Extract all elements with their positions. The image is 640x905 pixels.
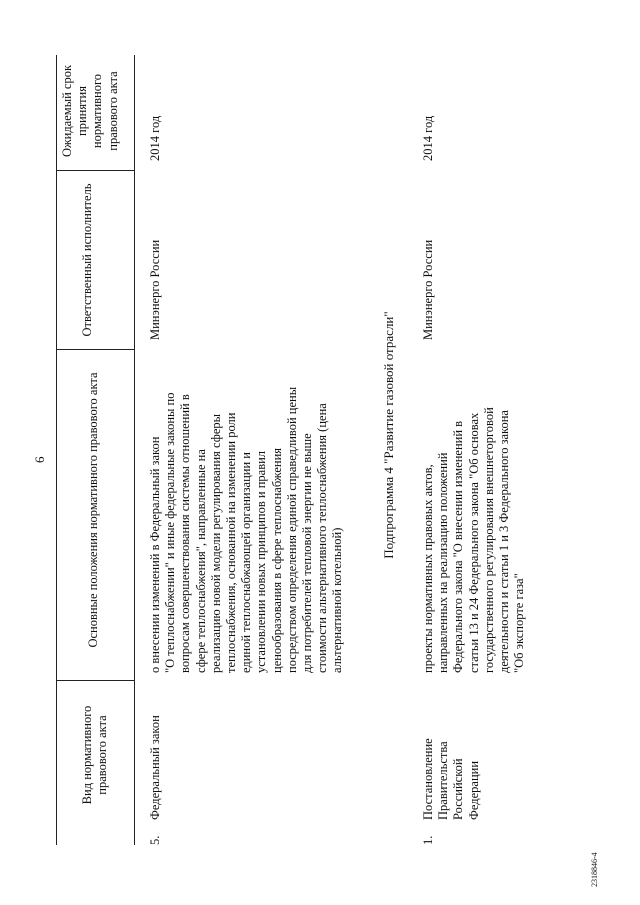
- subprogram-heading: Подпрограмма 4 "Развитие газовой отрасли": [381, 311, 396, 559]
- provisions-cell: о внесении изменений в Федеральный закон "О теплоснабжении" и иные федеральные законы по вопросам совершенствования системы отношений в сфере теплоснабжения", направленные на реализацию новой модели регулирования сферы теплоснабжения, основанной на изменении роли единой теплоснабжающей организации и установлении новых принципов и правил ценообразования в сфере теплоснабжения посредством определения единой справедливой цены для потребителей тепловой энергии не выше стоимости альтернативного теплоснабжения (цена альтернативной котельной): [148, 386, 345, 673]
- table-top-border: [56, 55, 57, 845]
- provisions-cell: проекты нормативных правовых актов, направленных на реализацию положений Федерального закона "О внесении изменений в статьи 13 и 24 Федерального закона "Об основах государственного регулирования внешнеторговой деятельности и статьи 1 и 3 Федерального закона "Об экспорте газа": [421, 407, 527, 673]
- table-header-separator: [134, 55, 135, 845]
- page-number: 6: [32, 456, 47, 463]
- header-adoption-term: Ожидаемый срок принятия нормативного правового акта: [60, 64, 120, 158]
- term-cell: 2014 год: [421, 115, 435, 161]
- header-executor: Ответственный исполнитель: [80, 183, 94, 337]
- act-type-cell: Федеральный закон: [148, 715, 162, 820]
- term-cell: 2014 год: [148, 115, 162, 161]
- document-code: 2318846-4: [590, 852, 599, 887]
- executor-cell: Минэнерго России: [148, 239, 162, 340]
- column-divider-2: [56, 349, 134, 350]
- executor-cell: Минэнерго России: [421, 239, 435, 340]
- header-act-type: Вид нормативного правового акта: [80, 705, 110, 805]
- act-type-cell: Постановление Правительства Российской Федерации: [421, 738, 481, 820]
- header-main-provisions: Основные положения нормативного правового акта: [86, 372, 100, 648]
- row-number: 1.: [421, 835, 435, 845]
- column-divider-1: [56, 680, 134, 681]
- row-number: 5.: [148, 835, 162, 845]
- column-divider-3: [56, 170, 134, 171]
